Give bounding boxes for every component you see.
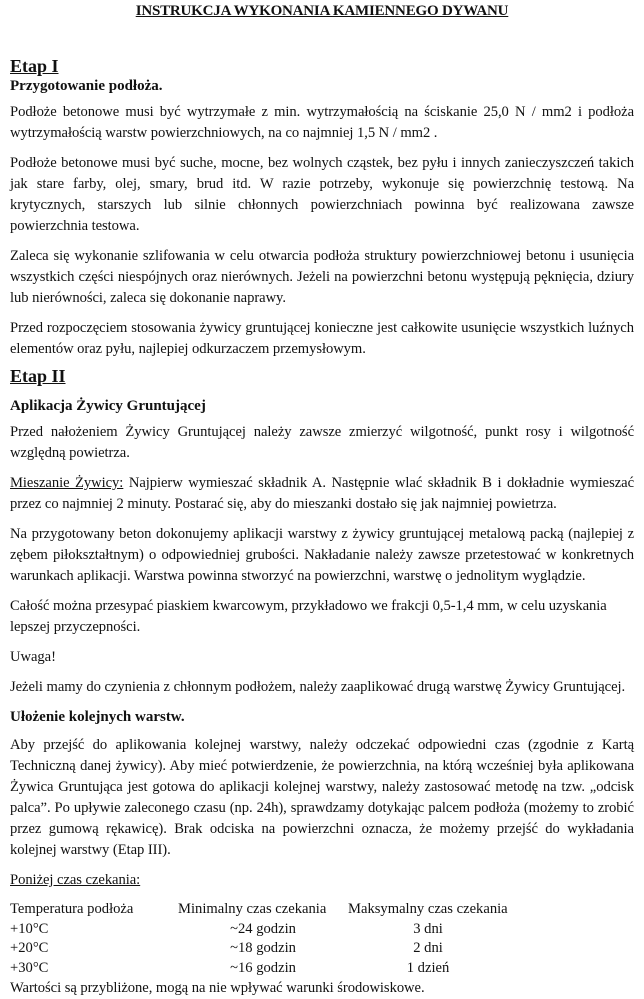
document-title: INSTRUKCJA WYKONANIA KAMIENNEGO DYWANU <box>135 3 509 19</box>
etap-1-heading: Etap I <box>10 56 59 76</box>
table-header: Minimalny czas czekania <box>178 901 327 917</box>
table-cell: ~16 godzin <box>230 959 296 976</box>
table-cell: +10°C <box>10 920 49 937</box>
table-row <box>10 959 634 979</box>
table-cell: 2 dni <box>413 940 443 956</box>
table-cell: +30°C <box>10 959 49 976</box>
document-page <box>10 0 634 999</box>
table-cell: +20°C <box>10 940 49 956</box>
etap-1-paragraph-3: Zaleca się wykonanie szlifowania w celu otwarcia podłoża struktury powierzchniowej betonu i usunięcia wszystkich części niespójnych oraz nierównych. Jeżeli na powierzchni betonu występują pęknięcia, dziury lub nierówności, zaleca się dokonanie naprawy. <box>10 248 634 306</box>
table-cell: 1 dzień <box>406 959 450 976</box>
wait-time-table <box>10 900 634 978</box>
etap-2-sand-paragraph: Całość można przesypać piaskiem kwarcowym, przykładowo we frakcji 0,5-1,4 mm, w celu uzyskania lepszej przyczepności. <box>10 598 607 635</box>
table-cell: ~18 godzin <box>230 940 296 956</box>
layers-paragraph: Aby przejść do aplikowania kolejnej warstwy, należy odczekać odpowiedni czas (zgodnie z Kartą Techniczną danej żywicy). Aby mieć potwierdzenie, że powierzchnia, na którą wcześniej była aplikowana Żywica Gruntująca jest gotowa do aplikacji kolejnej warstwy, należy zastosować metodę na tzw. „odcisk palca”. Po upływie zaleconego czasu (np. 24h), sprawdzamy dotykając palcem podłoża (możemy to zrobić przez gumową rękawicę). Brak odciska na powierzchni oznacza, że możemy przejść do wykładania kolejnej warstwy (Etap III). <box>10 737 634 858</box>
table-header: Temperatura podłoża <box>10 901 134 917</box>
etap-1-subheading: Przygotowanie podłoża. <box>10 78 163 94</box>
table-header: Maksymalny czas czekania <box>348 901 508 917</box>
table-cell: 3 dni <box>413 920 443 937</box>
warning-label: Uwaga! <box>10 649 56 665</box>
warning-text: Jeżeli mamy do czynienia z chłonnym podłożem, należy zaaplikować drugą warstwę Żywicy Gruntującej. <box>10 679 626 695</box>
mixing-label: Mieszanie Żywicy: <box>10 475 124 491</box>
etap-1-paragraph-2: Podłoże betonowe musi być suche, mocne, bez wolnych cząstek, bez pyłu i innych zanieczyszczeń takich jak stare farby, olej, smary, brud itd. W razie potrzeby, wykonuje się powierzchnię testową. Na krytycznych, starszych lub silnie chłonnych powierzchniach powinna być realizowana zawsze powierzchnia testowa. <box>10 155 634 234</box>
wait-time-note: Wartości są przybliżone, mogą na nie wpływać warunki środowiskowe. <box>10 980 425 996</box>
table-header-row <box>10 900 634 920</box>
wait-time-label: Poniżej czas czekania: <box>10 872 141 888</box>
etap-2-subheading: Aplikacja Żywicy Gruntującej <box>10 398 206 414</box>
etap-1-paragraph-4: Przed rozpoczęciem stosowania żywicy gruntującej konieczne jest całkowite usunięcie wszystkich luźnych elementów oraz pyłu, najlepiej odkurzaczem przemysłowym. <box>10 320 634 357</box>
etap-2-application-paragraph: Na przygotowany beton dokonujemy aplikacji warstwy z żywicy gruntującej metalową packą (najlepiej z zębem piłokształtnym) o odpowiedniej grubości. Nakładanie należy zawsze przetestować w konkretnych warunkach aplikacji. Warstwa powinna stworzyć na powierzchni, warstwę o jednolitym wyglądzie. <box>10 526 634 584</box>
layers-subheading: Ułożenie kolejnych warstw. <box>10 709 185 725</box>
table-row <box>10 920 634 940</box>
etap-2-measure-paragraph: Przed nałożeniem Żywicy Gruntującej należy zawsze zmierzyć wilgotność, punkt rosy i wilgotność względną powietrza. <box>10 424 634 461</box>
etap-1-paragraph-1: Podłoże betonowe musi być wytrzymałe z min. wytrzymałością na ściskanie 25,0 N / mm2 i podłoża wytrzymałością warstw powierzchniowych, na co najmniej 1,5 N / mm2 . <box>10 104 634 141</box>
etap-2-heading: Etap II <box>10 366 66 386</box>
etap-2-mixing-paragraph <box>10 473 634 515</box>
table-row <box>10 939 634 959</box>
table-cell: ~24 godzin <box>230 920 296 937</box>
mixing-text: Najpierw wymieszać składnik A. Następnie wlać składnik B i dokładnie wymieszać przez co najmniej 2 minuty. Postarać się, aby do mieszanki dostało się jak najmniej powietrza. <box>10 475 634 512</box>
